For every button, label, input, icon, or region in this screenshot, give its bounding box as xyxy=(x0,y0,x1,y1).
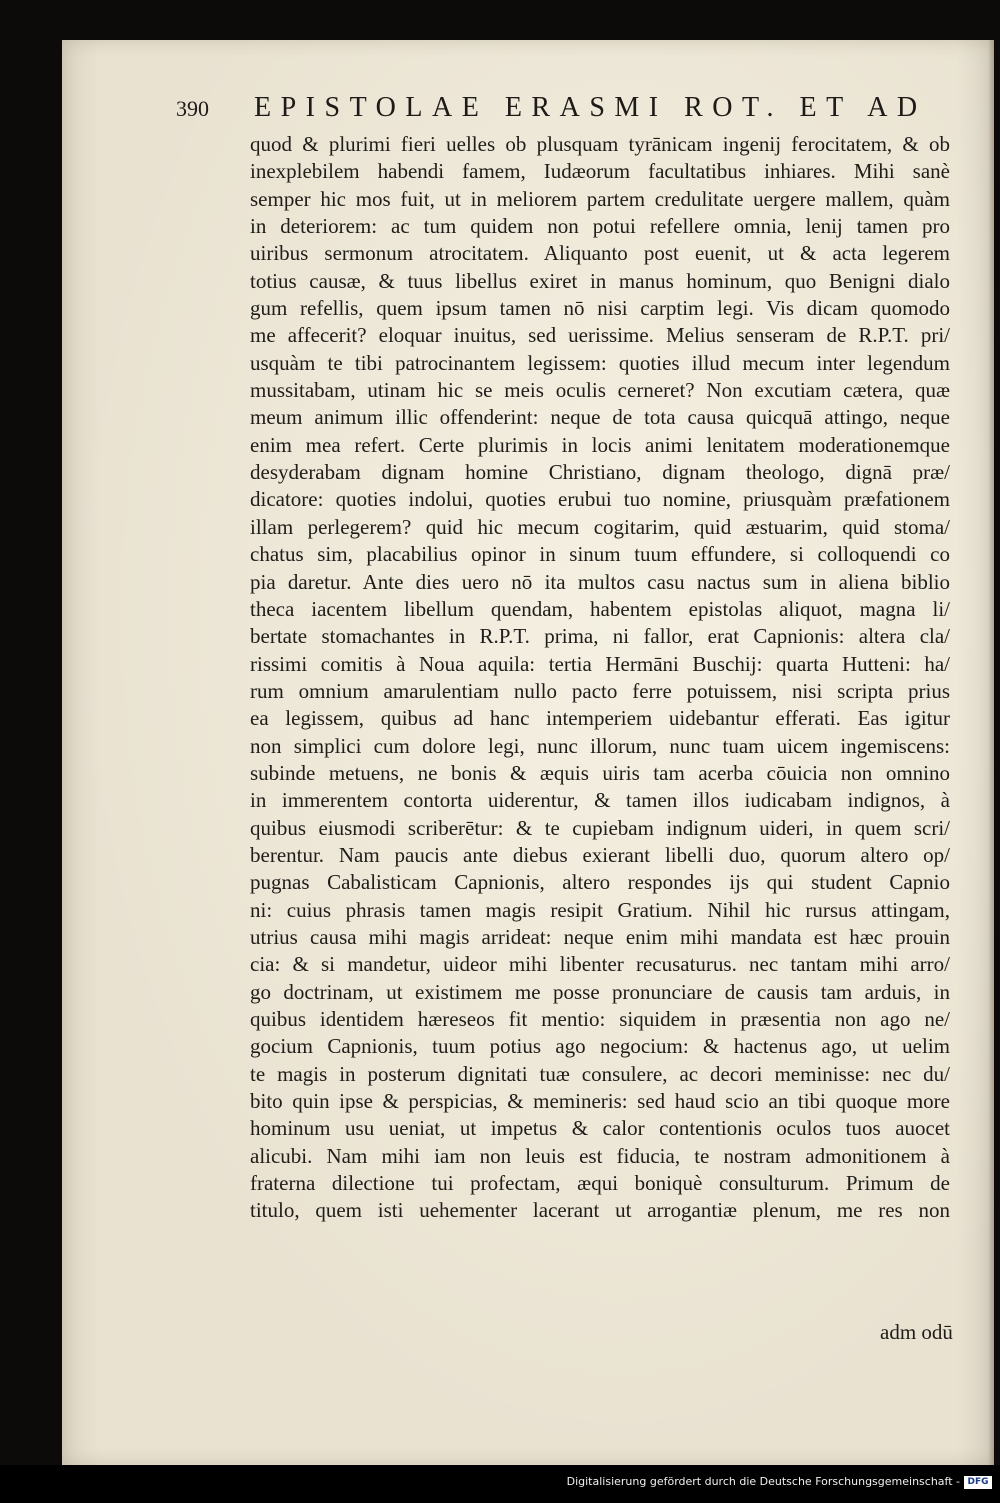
text-line-content: titulo, quem isti uehementer lacerant ut arrogantiæ plenum, me res non xyxy=(250,1198,950,1223)
text-line-content: rissimi comitis à Noua aquila: tertia Hermāni Buschij: quarta Hutteni: ha/ xyxy=(250,651,950,676)
text-line-content: in deteriorem: ac tum quidem non potui refellere omnia, lenij tamen pro xyxy=(250,214,950,239)
text-line-content: semper hic mos fuit, ut in meliorem partem credulitate uergere mallem, quàm xyxy=(250,186,950,211)
text-line-content: desyderabam dignam homine Christiano, dignam theologo, dignā præ/ xyxy=(250,460,950,485)
text-line-content: berentur. Nam paucis ante diebus exierant libelli duo, quorum altero op/ xyxy=(250,842,950,867)
text-line-content: gum refellis, quem ipsum tamen nō nisi carptim legi. Vis dicam quomodo xyxy=(250,296,950,321)
text-line xyxy=(250,158,950,185)
text-line xyxy=(250,924,950,951)
text-line xyxy=(250,951,950,978)
text-line-content: ni: cuius phrasis tamen magis resipit Gratium. Nihil hic rursus attingam, xyxy=(250,897,950,922)
text-line xyxy=(250,760,950,787)
text-line-content: chatus sim, placabilius opinor in sinum tuum effundere, si colloquendi co xyxy=(250,542,950,567)
text-line-content: totius causæ, & tuus libellus exiret in manus hominum, quo Benigni dialo xyxy=(250,268,950,293)
text-line-content: bito quin ipse & perspicias, & memineris: sed haud scio an tibi quoque more xyxy=(250,1089,950,1114)
text-line-content: illam perlegerem? quid hic mecum cogitarim, quid æstuarim, quid stoma/ xyxy=(250,514,950,539)
page-number: 390 xyxy=(176,96,209,121)
text-line-content: ea legissem, quibus ad hanc intemperiem uidebantur efferati. Eas igitur xyxy=(250,706,950,731)
text-line xyxy=(250,623,950,650)
page-edge-shadow xyxy=(988,40,994,1465)
text-line-content: meum animum illic offenderint: neque de tota causa quicquā attingo, neque xyxy=(250,405,950,430)
text-line xyxy=(250,569,950,596)
text-line-content: fraterna dilectione tui profectam, æqui boniquè consulturum. Primum de xyxy=(250,1171,950,1196)
text-line-content: cia: & si mandetur, uideor mihi libenter recusaturus. nec tantam mihi arro/ xyxy=(250,952,950,977)
text-line xyxy=(250,678,950,705)
text-line xyxy=(250,651,950,678)
text-line-content: subinde metuens, ne bonis & æquis uiris tam acerba cōuicia non omnino xyxy=(250,760,950,785)
text-line xyxy=(250,596,950,623)
text-line xyxy=(250,1197,950,1224)
text-line-content: theca iacentem libellum quendam, habentem epistolas aliquot, magna li/ xyxy=(250,596,950,621)
text-line-content: dicatore: quoties indolui, quoties erubui tuo nomine, priusquàm præfationem xyxy=(250,487,950,512)
text-line xyxy=(250,240,950,267)
text-line-content: pia daretur. Ante dies uero nō ita multos casu nactus sum in aliena biblio xyxy=(250,569,950,594)
text-line-content: enim mea refert. Certe plurimis in locis animi lenitatem moderationemque xyxy=(250,432,950,457)
catchword: adm odū xyxy=(880,1320,953,1344)
text-line xyxy=(250,486,950,513)
text-line xyxy=(250,1088,950,1115)
text-line-content: mussitabam, utinam hic se meis oculis cerneret? Non excutiam cætera, quæ xyxy=(250,378,950,403)
text-line xyxy=(250,979,950,1006)
text-line-content: te magis in posterum dignitati tuæ consulere, ac decori meminisse: nec du/ xyxy=(250,1061,950,1086)
text-line-content: in immerentem contorta uiderentur, & tamen illos iudicabam indignos, à xyxy=(250,788,950,813)
text-line xyxy=(250,131,950,158)
text-line xyxy=(250,842,950,869)
text-line xyxy=(250,459,950,486)
text-line-content: pugnas Cabalisticam Capnionis, altero respondes ijs qui student Capnio xyxy=(250,870,950,895)
text-line xyxy=(250,815,950,842)
text-line-content: me affecerit? eloquar inuitus, sed uerissime. Melius senseram de R.P.T. pri/ xyxy=(250,323,950,348)
body-text xyxy=(250,131,950,1225)
text-line xyxy=(250,350,950,377)
text-line-content: quod & plurimi fieri uelles ob plusquam tyrānicam ingenij ferocitatem, & ob xyxy=(250,132,950,156)
text-line xyxy=(250,733,950,760)
book-page xyxy=(62,40,994,1465)
text-line-content: go doctrinam, ut existimem me posse pronunciare de causis tam arduis, in xyxy=(250,979,950,1004)
text-line-content: non simplici cum dolore legi, nunc illorum, nunc tuam uicem ingemiscens: xyxy=(250,733,950,758)
text-line-content: alicubi. Nam mihi iam non leuis est fiducia, te nostram admonitionem à xyxy=(250,1143,950,1168)
text-line xyxy=(250,377,950,404)
text-line xyxy=(250,514,950,541)
text-line-content: rum omnium amarulentiam nullo pacto ferre potuissem, nisi scripta prius xyxy=(250,678,950,703)
text-line xyxy=(250,295,950,322)
running-head: EPISTOLAE ERASMI ROT. ET AD xyxy=(254,92,927,123)
text-line xyxy=(250,897,950,924)
funding-notice: Digitalisierung gefördert durch die Deutsche Forschungsgemeinschaft - xyxy=(566,1475,960,1488)
text-line xyxy=(250,432,950,459)
text-line xyxy=(250,541,950,568)
text-line xyxy=(250,705,950,732)
text-line-content: usquàm te tibi patrocinantem legissem: quoties illud mecum inter legendum xyxy=(250,350,950,375)
page-header xyxy=(62,92,994,128)
text-line xyxy=(250,1033,950,1060)
text-line-content: quibus eiusmodi scriberētur: & te cupiebam indignum uideri, in quem scri/ xyxy=(250,815,950,840)
text-line-content: uiribus sermonum atrocitatem. Aliquanto post euenit, ut & acta legerem xyxy=(250,241,950,266)
dfg-logo: DFG xyxy=(964,1476,992,1489)
text-line xyxy=(250,1061,950,1088)
text-line-content: utrius causa mihi magis arrideat: neque enim mihi mandata est hæc prouin xyxy=(250,924,950,949)
text-line xyxy=(250,322,950,349)
text-line xyxy=(250,1006,950,1033)
text-line-content: hominum usu ueniat, ut impetus & calor contentionis oculos tuos auocet xyxy=(250,1116,950,1141)
text-line xyxy=(250,268,950,295)
text-line xyxy=(250,186,950,213)
text-line-content: inexplebilem habendi famem, Iudæorum facultatibus inhiares. Mihi sanè xyxy=(250,159,950,184)
footer-bar xyxy=(0,1465,1000,1503)
text-line xyxy=(250,787,950,814)
text-line-content: gocium Capnionis, tuum potius ago negocium: & hactenus ago, ut uelim xyxy=(250,1034,950,1059)
text-line-content: bertate stomachantes in R.P.T. prima, ni fallor, erat Capnionis: altera cla/ xyxy=(250,624,950,649)
text-line xyxy=(250,1115,950,1142)
text-line-content: quibus identidem hæreseos fit mentio: siquidem in præsentia non ago ne/ xyxy=(250,1007,950,1031)
text-line xyxy=(250,869,950,896)
text-line xyxy=(250,1143,950,1170)
text-line xyxy=(250,213,950,240)
text-line xyxy=(250,404,950,431)
text-line xyxy=(250,1170,950,1197)
